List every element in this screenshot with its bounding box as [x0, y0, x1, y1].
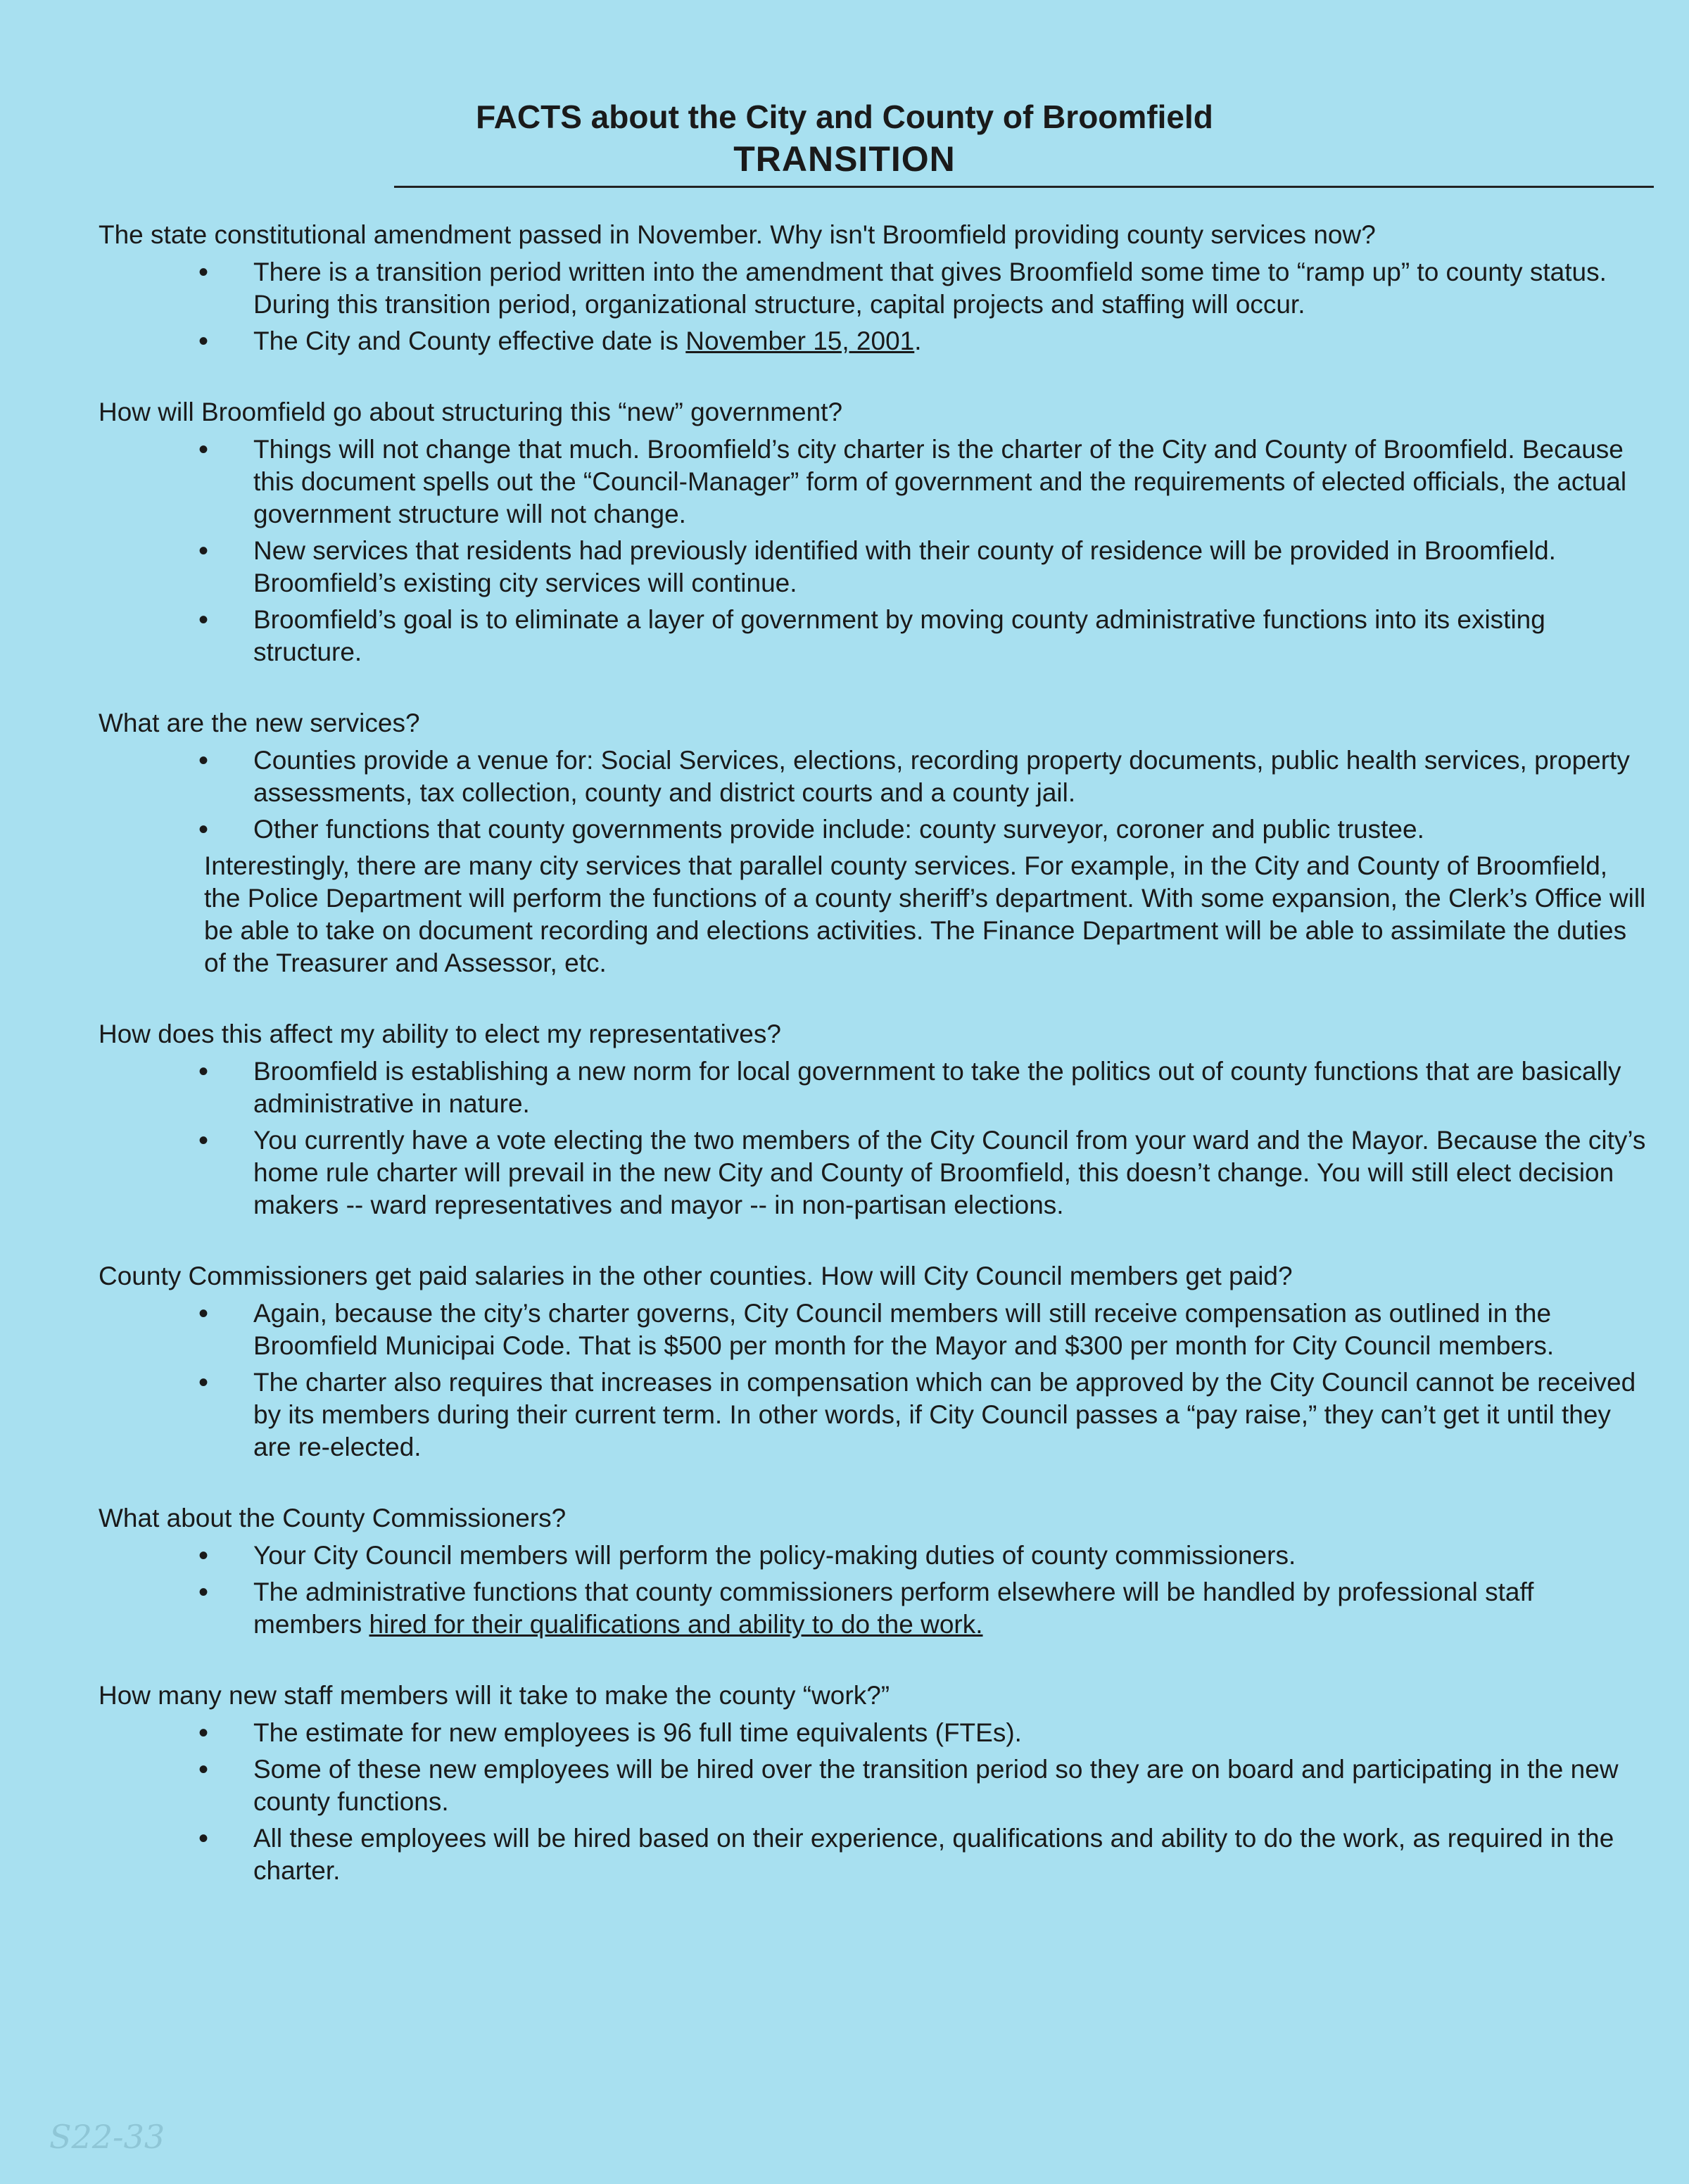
bullet-item: [99, 325, 1647, 357]
effective-date: November 15, 2001: [685, 326, 915, 355]
document-title: FACTS about the City and County of Broomfield: [476, 99, 1213, 135]
document-subtitle: TRANSITION: [733, 139, 956, 179]
section-question: What are the new services?: [99, 709, 420, 737]
bullet-text: The administrative functions that county commissioners perform elsewhere will be handled by professional staff members: [253, 1577, 1534, 1639]
bullet-text-end: .: [914, 326, 922, 355]
document-body: [99, 218, 1647, 1925]
bullet-item: • Things will not change that much. Broomfield’s city charter is the charter of the City and County of Broomfield. Because this document spells out the “Council-Manager” form of government and the requirements of elected officials, the actual government structure will not change.: [99, 433, 1647, 531]
section-structure: [99, 395, 1647, 668]
section-council-salaries: [99, 1259, 1647, 1464]
section-elect-representatives: [99, 1017, 1647, 1221]
bullet-item: • Some of these new employees will be hired over the transition period so they are on board and participating in the new county functions.: [99, 1753, 1647, 1818]
section-question: How many new staff members will it take to make the county “work?”: [99, 1681, 890, 1710]
section-continuation: Interestingly, there are many city services that parallel county services. For example, in the City and County of Broomfield, the Police Department will perform the functions of a county sheriff’s department. With some expansion, the Clerk’s Office will be able to take on document recording and elections activities. The Finance Department will be able to assimilate the duties of the Treasurer and Assessor, etc.: [204, 851, 1646, 977]
bullet-item: • There is a transition period written into the amendment that gives Broomfield some time to “ramp up” to county status. During this transition period, organizational structure, capital projects and staffing will occur.: [99, 256, 1647, 321]
section-county-commissioners: [99, 1502, 1647, 1641]
bullet-item: • Other functions that county governments provide include: county surveyor, coroner and public trustee.: [99, 813, 1647, 846]
section-new-services: [99, 706, 1647, 979]
section-new-staff: [99, 1679, 1647, 1887]
bullet-item: • New services that residents had previously identified with their county of residence will be provided in Broomfield. Broomfield’s existing city services will continue.: [99, 535, 1647, 599]
section-effective-date: [99, 218, 1647, 357]
title-divider: [394, 186, 1654, 188]
bullet-item: • Again, because the city’s charter governs, City Council members will still receive compensation as outlined in the Broomfield Municipai Code. That is $500 per month for the Mayor and $300 per month for City Council members.: [99, 1297, 1647, 1362]
bullet-item: • Your City Council members will perform the policy-making duties of county commissioners.: [99, 1539, 1647, 1572]
bullet-text: The City and County effective date is: [253, 326, 686, 355]
bullet-item: • Counties provide a venue for: Social Services, elections, recording property documents, public health services, property assessments, tax collection, county and district courts and a county jail.: [99, 744, 1647, 809]
bullet-item: • All these employees will be hired based on their experience, qualifications and ability to do the work, as required in the charter.: [99, 1822, 1647, 1887]
underlined-text: hired for their qualifications and ability to do the work.: [369, 1610, 983, 1639]
bullet-item: • The estimate for new employees is 96 full time equivalents (FTEs).: [99, 1717, 1647, 1749]
bullet-item: • The charter also requires that increases in compensation which can be approved by the City Council cannot be received by its members during their current term. In other words, if City Council passes a “pay raise,” they can’t get it until they are re-elected.: [99, 1366, 1647, 1464]
bullet-item: • Broomfield’s goal is to eliminate a layer of government by moving county administrative functions into its existing structure.: [99, 604, 1647, 668]
bullet-item: • You currently have a vote electing the two members of the City Council from your ward and the Mayor. Because the city’s home rule charter will prevail in the new City and County of Broomfield, this doesn’t change. You will still elect decision makers -- ward representatives and mayor -- in non-partisan elections.: [99, 1124, 1647, 1221]
section-question: County Commissioners get paid salaries in the other counties. How will City Council members get paid?: [99, 1262, 1293, 1290]
page-stamp: S22-33: [49, 2118, 165, 2156]
section-question: How will Broomfield go about structuring this “new” government?: [99, 398, 843, 426]
section-question: How does this affect my ability to elect my representatives?: [99, 1020, 781, 1048]
section-question: What about the County Commissioners?: [99, 1504, 567, 1532]
bullet-item: • Broomfield is establishing a new norm for local government to take the politics out of county functions that are basically administrative in nature.: [99, 1055, 1647, 1120]
bullet-item: [99, 1576, 1647, 1641]
section-question: The state constitutional amendment passed in November. Why isn't Broomfield providing county services now?: [99, 220, 1376, 249]
